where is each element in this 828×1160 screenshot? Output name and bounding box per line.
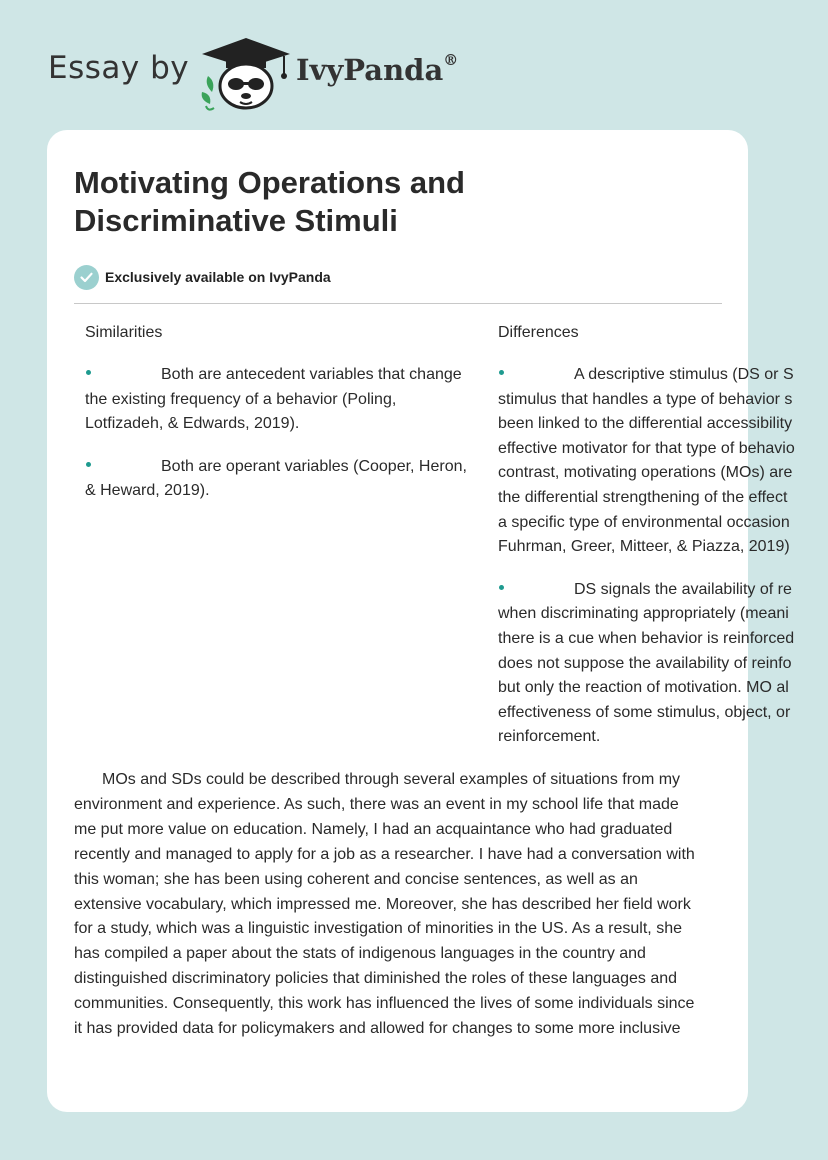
list-item: Both are antecedent variables that change the existing frequency of a behavior (Poling, Lotfizadeh, & Edwards, 2019). [85,366,462,433]
check-circle-icon [74,265,99,290]
site-header [0,0,800,130]
differences-heading: Differences [498,324,579,341]
bullet-icon [499,585,504,590]
brand-prefix: Essay by [48,50,190,86]
bullet-icon [86,370,91,375]
list-item: A descriptive stimulus (DS or S stimulus that handles a type of behavior s been linked to the differential accessibility effective motivator for that type of behavio contrast, motivating operations (MOs) are the differential strengthening of the effect a specific type of environmental occasion Fuhrman, Greer, Mitteer, & Piazza, 2019) [498,366,795,556]
page-title: Motivating Operations and Discriminative Stimuli [74,165,465,238]
similarities-heading: Similarities [85,324,163,341]
differences-column [498,323,828,768]
essay-card [47,130,795,1112]
panda-graduation-cap-icon [198,34,294,114]
divider [74,303,722,304]
badge-text: Exclusively available on IvyPanda [105,269,331,285]
exclusive-badge [74,264,331,290]
bullet-icon [499,370,504,375]
body-paragraph: MOs and SDs could be described through several examples of situations from my environment and experience. As such, there was an event in my school life that made me put more value on education. Namely, I had an acquaintance who had graduated recently and managed to apply for a job as a researcher. I have had a conversation with this woman; she has been using coherent and concise sentences, as well as an extensive vocabulary, which impressed me. Moreover, she has described her field work for a study, which was a linguistic investigation of minorities in the US. As a result, she has compiled a paper about the stats of indigenous languages in the country and distinguished discriminatory policies that diminished the roles of these languages and communities. Consequently, this work has influenced the lives of some individuals since it has provided data for policymakers and allowed for changes to some more inclusive [74,771,695,1038]
similarities-column [85,323,477,522]
list-item: DS signals the availability of re when discriminating appropriately (meani there is a cue when behavior is reinforced does not suppose the availability of reinfo but only the reaction of motivation. MO al effectiveness of some stimulus, object, or reinforcement. [498,580,795,746]
bullet-icon [86,462,91,467]
brand-name: IvyPanda® [296,51,459,87]
list-item: Both are operant variables (Cooper, Heron, & Heward, 2019). [85,457,467,500]
